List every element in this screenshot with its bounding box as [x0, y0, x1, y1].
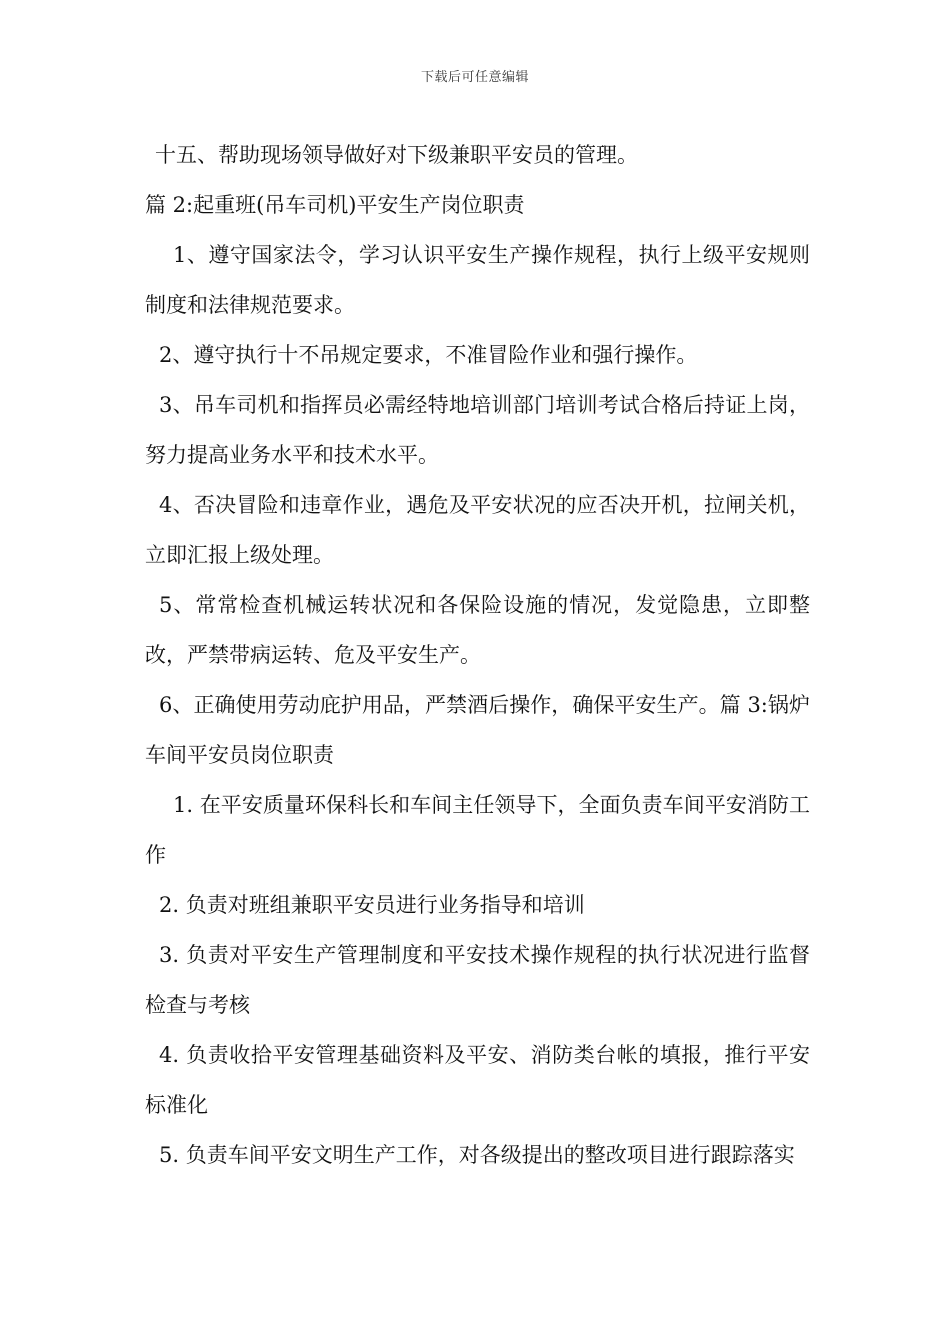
- paragraph: 3. 负责对平安生产管理制度和平安技术操作规程的执行状况进行监督检查与考核: [145, 943, 810, 1017]
- paragraph: 3、吊车司机和指挥员必需经特地培训部门培训考试合格后持证上岗，努力提高业务水平和技术水平。: [145, 393, 810, 467]
- paragraph: 6、正确使用劳动庇护用品，严禁酒后操作，确保平安生产。篇 3:锅炉车间平安员岗位职责: [145, 693, 810, 767]
- paragraph: 十五、帮助现场领导做好对下级兼职平安员的管理。: [155, 143, 638, 167]
- paragraph: 4. 负责收拾平安管理基础资料及平安、消防类台帐的填报，推行平安标准化: [145, 1043, 810, 1117]
- paragraph: 1、遵守国家法令，学习认识平安生产操作规程，执行上级平安规则制度和法律规范要求。: [145, 243, 810, 317]
- paragraph: 2. 负责对班组兼职平安员进行业务指导和培训: [159, 893, 585, 917]
- paragraph: 5. 负责车间平安文明生产工作，对各级提出的整改项目进行跟踪落实: [159, 1143, 795, 1167]
- section-heading: 篇 2:起重班(吊车司机)平安生产岗位职责: [145, 193, 525, 217]
- paragraph: 4、否决冒险和违章作业，遇危及平安状况的应否决开机，拉闸关机，立即汇报上级处理。: [145, 493, 810, 567]
- page-header: 下载后可任意编辑: [420, 70, 529, 85]
- paragraph: 2、遵守执行十不吊规定要求，不准冒险作业和强行操作。: [159, 343, 698, 367]
- paragraph: 1. 在平安质量环保科长和车间主任领导下，全面负责车间平安消防工作: [145, 793, 810, 867]
- document-body: [145, 130, 810, 1180]
- paragraph: 5、常常检查机械运转状况和各保险设施的情况，发觉隐患，立即整改，严禁带病运转、危及平安生产。: [145, 593, 810, 667]
